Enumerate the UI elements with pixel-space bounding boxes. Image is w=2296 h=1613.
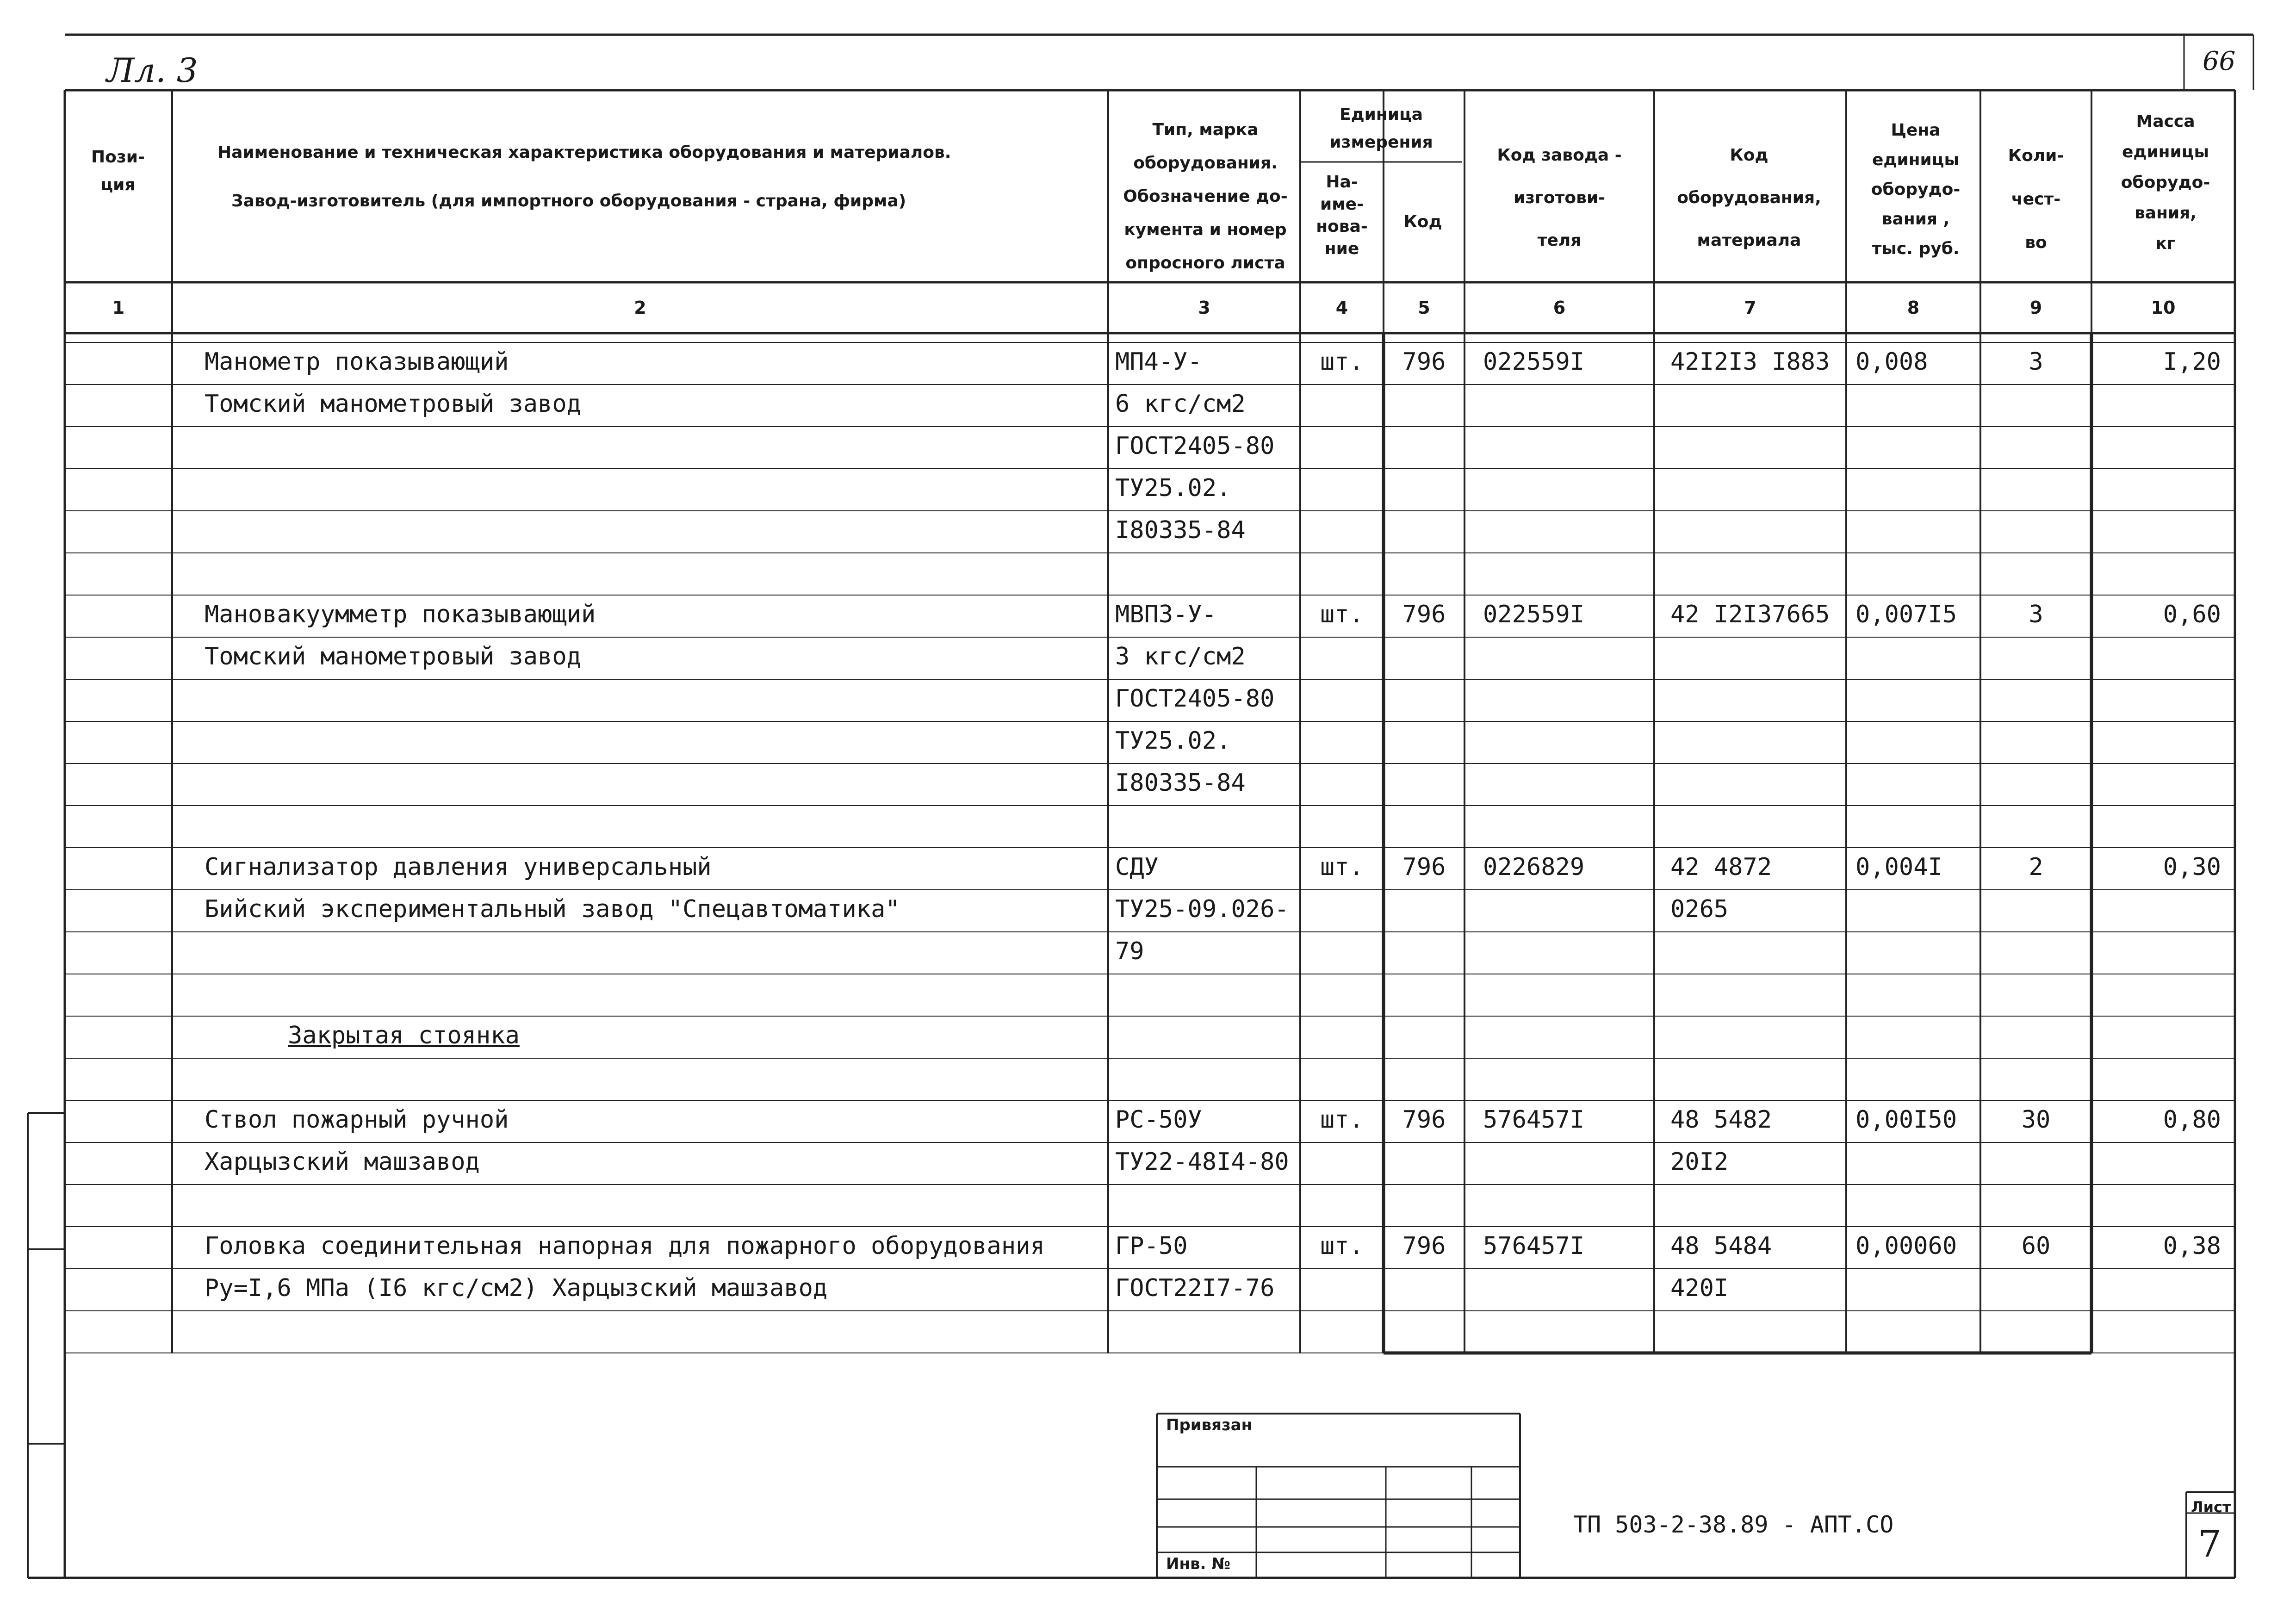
item-quantity: 30 <box>2021 1106 2051 1134</box>
item-type: РС-50У <box>1115 1106 1202 1134</box>
document-code: ТП 503-2-38.89 - АПТ.СО <box>1573 1511 1894 1538</box>
column-number: 7 <box>1744 298 1756 318</box>
header-price: Цена единицы оборудо- вания , тыс. руб. <box>1871 121 1961 258</box>
sheet-number: 7 <box>2198 1522 2222 1565</box>
column-number: 4 <box>1335 298 1348 318</box>
item-unit: шт. <box>1320 853 1364 881</box>
item-type: ТУ25.02. <box>1115 474 1231 502</box>
item-equipment-code: 42 4872 <box>1670 853 1772 881</box>
item-unit-code: 796 <box>1402 1106 1446 1134</box>
item-mass: I,20 <box>2163 348 2221 376</box>
item-mass: 0,38 <box>2163 1232 2221 1260</box>
item-price: 0,00I50 <box>1855 1106 1957 1134</box>
header-unit-group: Единица измерения <box>1329 105 1433 152</box>
column-number: 5 <box>1418 298 1430 318</box>
item-mass: 0,80 <box>2163 1106 2221 1134</box>
item-name: Бийский экспериментальный завод "Спецавтоматика" <box>205 895 900 923</box>
column-number: 8 <box>1907 298 1920 318</box>
header-unit-name: На- име- нова- ние <box>1316 173 1368 258</box>
item-name: Мановакуумметр показывающий <box>205 601 596 628</box>
sheet-caption: Лист <box>2191 1498 2231 1516</box>
item-price: 0,007I5 <box>1855 601 1957 628</box>
item-unit-code: 796 <box>1402 348 1446 376</box>
header-mass: Масса единицы оборудо- вания, кг <box>2121 112 2210 253</box>
item-factory-code: 0226829 <box>1483 853 1585 881</box>
item-mass: 0,60 <box>2163 601 2221 628</box>
item-unit: шт. <box>1320 601 1364 628</box>
item-type: I80335-84 <box>1115 516 1246 544</box>
item-price: 0,008 <box>1855 348 1928 376</box>
bound-label: Привязан <box>1166 1416 1253 1434</box>
item-name: Харцызский машзавод <box>205 1148 480 1176</box>
item-equipment-code: 42I2I3 I883 <box>1670 348 1830 376</box>
item-name: Ствол пожарный ручной <box>205 1106 509 1134</box>
item-name: Ру=I,6 МПа (I6 кгс/см2) Харцызский машзавод <box>205 1274 828 1302</box>
page-number: 66 <box>2203 46 2236 76</box>
item-unit-code: 796 <box>1402 601 1446 628</box>
item-quantity: 3 <box>2029 348 2043 376</box>
item-type: 79 <box>1115 937 1144 965</box>
item-unit: шт. <box>1320 1106 1364 1134</box>
column-number: 10 <box>2151 298 2176 318</box>
item-equipment-code: 48 5484 <box>1670 1232 1772 1260</box>
item-type: 3 кгс/см2 <box>1115 643 1246 670</box>
header-quantity: Коли- чест- во <box>2008 146 2064 252</box>
header-name-line2: Завод-изготовитель (для импортного оборудования - страна, фирма) <box>231 192 906 211</box>
item-name: Головка соединительная напорная для пожарного оборудования <box>205 1232 1045 1260</box>
item-factory-code: 022559I <box>1483 348 1585 376</box>
item-name: Томский манометровый завод <box>205 390 581 418</box>
item-unit-code: 796 <box>1402 853 1446 881</box>
header-factory-code: Код завода - изготови- теля <box>1497 146 1622 250</box>
item-type: 6 кгс/см2 <box>1115 390 1246 418</box>
column-number: 6 <box>1553 298 1566 318</box>
item-name: Томский манометровый завод <box>205 643 581 670</box>
item-equipment-code: 42 I2I37665 <box>1670 601 1830 628</box>
item-type: I80335-84 <box>1115 769 1246 797</box>
item-factory-code: 576457I <box>1483 1106 1585 1134</box>
column-number: 2 <box>634 298 646 318</box>
item-quantity: 2 <box>2029 853 2043 881</box>
item-type: МВПЗ-У- <box>1115 601 1217 628</box>
item-equipment-code: 420I <box>1670 1274 1729 1302</box>
header-unit-code: Код <box>1403 212 1442 231</box>
item-type: ГР-50 <box>1115 1232 1188 1260</box>
item-type: ГОСТ2405-80 <box>1115 432 1275 460</box>
inventory-label: Инв. № <box>1166 1555 1231 1573</box>
header-name-line1: Наименование и техническая характеристика оборудования и материалов. <box>217 143 951 162</box>
item-type: ГОСТ22I7-76 <box>1115 1274 1275 1302</box>
item-unit: шт. <box>1320 1232 1364 1260</box>
item-equipment-code: 48 5482 <box>1670 1106 1772 1134</box>
column-number: 1 <box>112 298 125 318</box>
header-type: Тип, марка оборудования. Обозначение до- кумента и номер опросного листа <box>1123 120 1288 273</box>
sheet-label: Лл. 3 <box>106 51 198 90</box>
item-quantity: 3 <box>2029 601 2043 628</box>
item-price: 0,00060 <box>1855 1232 1957 1260</box>
item-equipment-code: 20I2 <box>1670 1148 1729 1176</box>
item-type: СДУ <box>1115 853 1159 881</box>
item-mass: 0,30 <box>2163 853 2221 881</box>
item-type: ГОСТ2405-80 <box>1115 685 1275 713</box>
item-type: ТУ25.02. <box>1115 727 1231 755</box>
header-equipment-code: Код оборудования, материала <box>1677 146 1821 250</box>
item-quantity: 60 <box>2021 1232 2051 1260</box>
item-price: 0,004I <box>1855 853 1942 881</box>
item-name: Манометр показывающий <box>205 348 509 376</box>
column-number: 9 <box>2029 298 2042 318</box>
item-factory-code: 022559I <box>1483 601 1585 628</box>
item-type: ТУ22-48I4-80 <box>1115 1148 1289 1176</box>
header-position: Пози- ция <box>91 148 145 194</box>
item-factory-code: 576457I <box>1483 1232 1585 1260</box>
item-type: МП4-У- <box>1115 348 1202 376</box>
item-equipment-code: 0265 <box>1670 895 1729 923</box>
item-unit: шт. <box>1320 348 1364 376</box>
item-name: Сигнализатор давления универсальный <box>205 853 712 881</box>
item-type: ТУ25-09.026- <box>1115 895 1289 923</box>
item-unit-code: 796 <box>1402 1232 1446 1260</box>
column-number: 3 <box>1198 298 1210 318</box>
section-heading: Закрытая стоянка <box>288 1022 520 1049</box>
